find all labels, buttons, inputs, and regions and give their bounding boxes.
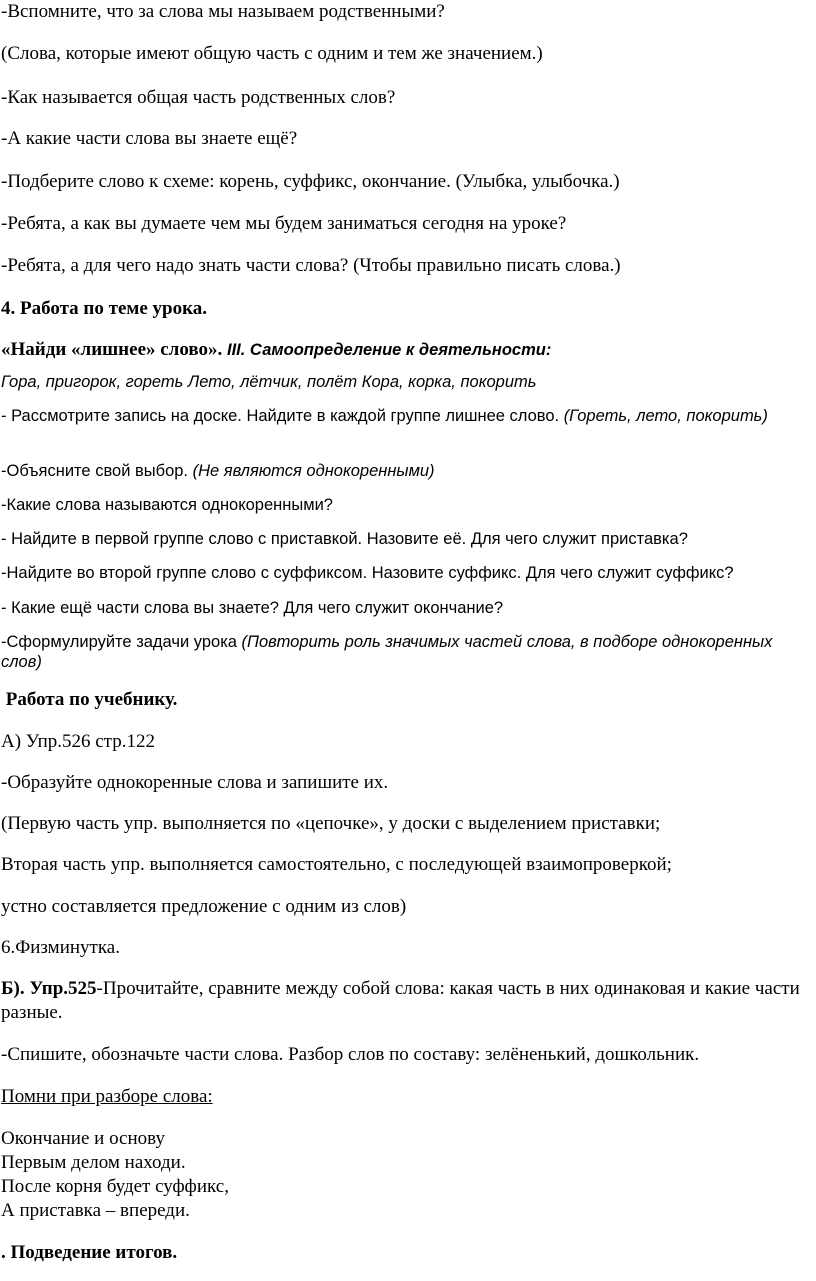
- summary-heading: . Подведение итогов.: [1, 1242, 178, 1263]
- exercise-a-note-2: Вторая часть упр. выполняется самостоятельно, с последующей взаимопроверкой;: [1, 854, 672, 875]
- section-heading-4: 4. Работа по теме урока.: [1, 298, 207, 319]
- question-word-parts: -А какие части слова вы знаете ещё?: [1, 128, 298, 149]
- question-ending: - Какие ещё части слова вы знаете? Для чего служит окончание?: [1, 599, 504, 617]
- task-lesson-goals-text: -Сформулируйте задачи урока: [1, 633, 242, 651]
- question-same-root: -Какие слова называются однокоренными?: [1, 496, 333, 514]
- task-find-odd-answer: (Гореть, лето, покорить): [563, 407, 768, 425]
- exercise-b-text: -Прочитайте, сравните между собой слова: какая часть в них одинаковая и какие части разные.: [1, 978, 800, 1023]
- task-lesson-goals: [1, 632, 813, 672]
- poem-line-3: После корня будет суффикс,: [1, 1176, 229, 1197]
- word-groups: Гора, пригорок, гореть Лето, лётчик, полёт Кора, корка, покорить: [1, 373, 537, 391]
- exercise-b: [1, 977, 813, 1025]
- question-prefix: - Найдите в первой группе слово с приставкой. Назовите её. Для чего служит приставка?: [1, 530, 688, 548]
- task-lesson-goals-answer: (Повторить роль значимых частей слова, в подборе однокоренных слов): [1, 633, 773, 671]
- question-lesson-topic: -Ребята, а как вы думаете чем мы будем заниматься сегодня на уроке?: [1, 213, 567, 234]
- task-find-odd: [1, 406, 813, 426]
- exercise-a-note-3: устно составляется предложение с одним из слов): [1, 896, 407, 917]
- task-explain-answer: (Не являются однокоренными): [192, 462, 435, 480]
- task-explain-text: -Объясните свой выбор.: [1, 462, 193, 480]
- question-common-part: -Как называется общая часть родственных слов?: [1, 87, 396, 108]
- poem-line-2: Первым делом находи.: [1, 1152, 186, 1173]
- poem-line-1: Окончание и основу: [1, 1128, 165, 1149]
- stage-3-heading: III. Самоопределение к деятельности:: [227, 341, 552, 359]
- exercise-a-note-1: (Первую часть упр. выполняется по «цепочке», у доски с выделением приставки;: [1, 813, 661, 834]
- copy-task: -Спишите, обозначьте части слова. Разбор слов по составу: зелёненький, дошкольник.: [1, 1044, 700, 1065]
- find-odd-word-title: «Найди «лишнее» слово».: [1, 339, 227, 360]
- task-explain: [1, 461, 813, 481]
- exercise-b-label: Б). Упр.525: [1, 978, 97, 999]
- question-related-words: -Вспомните, что за слова мы называем родственными?: [1, 1, 445, 22]
- find-odd-word-line: [1, 338, 813, 362]
- answer-related-words: (Слова, которые имеют общую часть с одним и тем же значением.): [1, 43, 543, 64]
- question-scheme: -Подберите слово к схеме: корень, суффикс, окончание. (Улыбка, улыбочка.): [1, 171, 620, 192]
- textbook-heading: Работа по учебнику.: [1, 689, 178, 710]
- poem-line-4: А приставка – впереди.: [1, 1200, 190, 1221]
- exercise-a-task: -Образуйте однокоренные слова и запишите их.: [1, 772, 389, 793]
- question-why-parts: -Ребята, а для чего надо знать части слова? (Чтобы правильно писать слова.): [1, 255, 621, 276]
- remember-heading: Помни при разборе слова:: [1, 1086, 213, 1107]
- physical-break: 6.Физминутка.: [1, 937, 120, 958]
- question-suffix: -Найдите во второй группе слово с суффиксом. Назовите суффикс. Для чего служит суффикс?: [1, 564, 734, 582]
- exercise-a-title: А) Упр.526 стр.122: [1, 731, 155, 752]
- task-find-odd-text: - Рассмотрите запись на доске. Найдите в каждой группе лишнее слово.: [1, 407, 564, 425]
